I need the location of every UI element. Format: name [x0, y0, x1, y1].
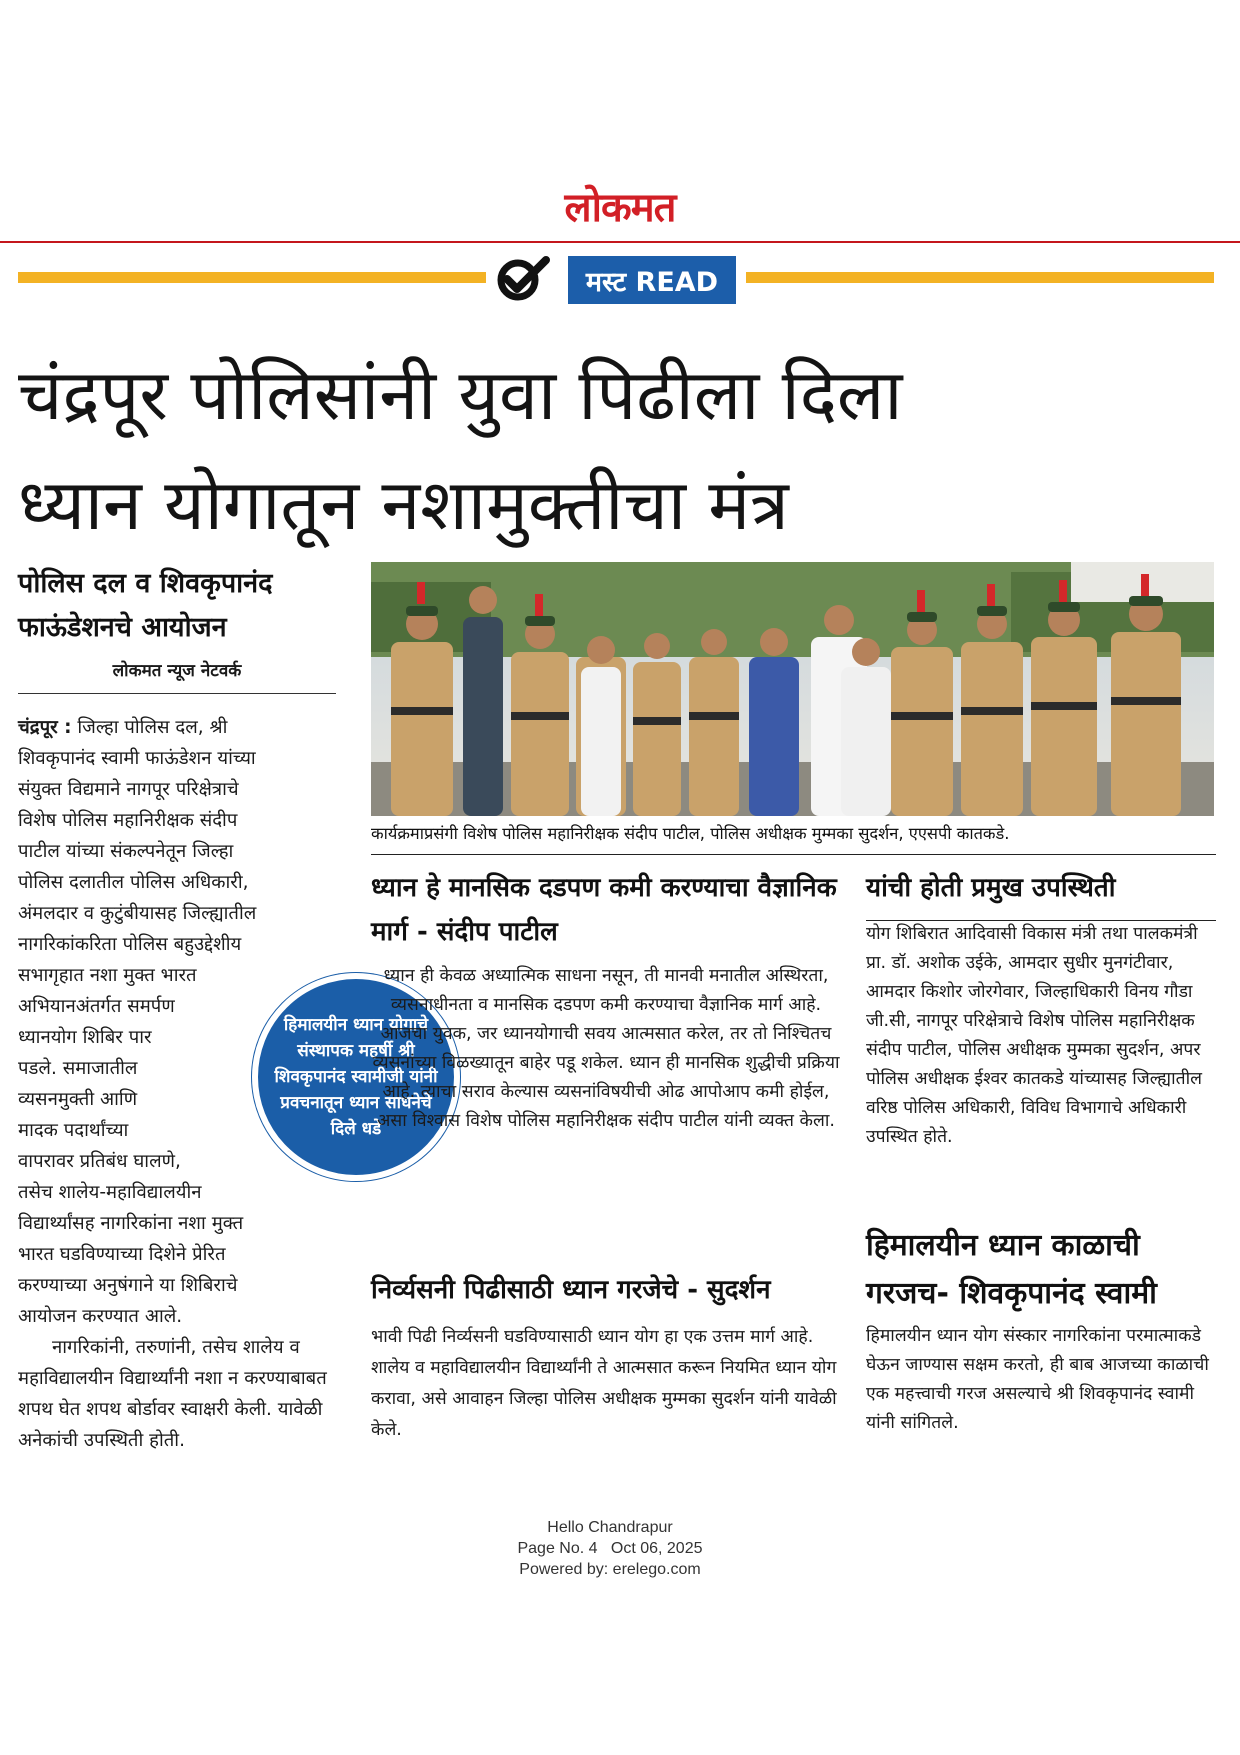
section-bar-right	[746, 272, 1214, 283]
footer-page-date: Page No. 4 Oct 06, 2025	[517, 1540, 703, 1557]
subhead-line-1: पोलिस दल व शिवकृपानंद	[18, 568, 273, 599]
lead-line: तसेच शालेय-महाविद्यालयीन	[18, 1182, 202, 1203]
footer-powered-by: Powered by: erelego.com	[519, 1561, 701, 1578]
masthead-divider	[0, 241, 1240, 243]
lead-line: सभागृहात नशा मुक्त भारत	[18, 965, 197, 986]
pullquote-text: हिमालयीन ध्यान योगाचे संस्थापक महर्षी श्री शिवकृपानंद स्वामीजी यांनी प्रवचनातून ध्यान साधनेचे दिले धडे	[274, 1015, 438, 1139]
lead-line: आयोजन करण्यात आले.	[18, 1306, 183, 1327]
right-heading-2-line-2: गरजच- शिवकृपानंद स्वामी	[866, 1276, 1157, 1311]
check-badge-icon	[494, 256, 552, 302]
headline-line-1: चंद्रपूर पोलिसांनी युवा पिढीला दिला	[18, 354, 903, 436]
right-paragraph-1: योग शिबिरात आदिवासी विकास मंत्री तथा पालकमंत्री प्रा. डॉ. अशोक उईके, आमदार सुधीर मुनगंटीवार, आमदार किशोर जोरगेवार, जिल्हाधिकारी विनय गौडा जी.सी, नागपूर परिक्षेत्राचे विशेष पोलिस महानिरीक्षक संदीप पाटील, पोलिस अधीक्षक मुम्मका सुदर्शन, अपर पोलिस अधीक्षक ईश्वर कातकडे यांच्यासह जिल्ह्यातील वरिष्ठ पोलिस अधिकारी, विविध विभागाचे अधिकारी उपस्थित होते.	[866, 924, 1202, 1147]
lead-line: जिल्हा पोलिस दल, श्री	[77, 717, 228, 738]
lead-line: विद्यार्थ्यांसह नागरिकांना नशा मुक्त	[18, 1213, 244, 1234]
lead-line: शिवकृपानंद स्वामी फाऊंडेशन यांच्या	[18, 748, 256, 769]
lead-line: अभियानअंतर्गत समर्पण	[18, 996, 175, 1017]
headline-line-2: ध्यान योगातून नशामुक्तीचा मंत्र	[18, 464, 789, 546]
footer-edition: Hello Chandrapur	[547, 1519, 673, 1536]
right-heading-2-line-1: हिमालयीन ध्यान काळाची	[866, 1228, 1140, 1263]
must-read-badge: मस्ट READ	[568, 256, 736, 304]
middle-heading-1: ध्यान हे मानसिक दडपण कमी करण्याचा वैज्ञानिक मार्ग - संदीप पाटील	[371, 873, 837, 947]
section-bar-left	[18, 272, 486, 283]
page-footer	[440, 1517, 780, 1580]
event-photo	[371, 562, 1214, 816]
dateline: चंद्रपूर :	[18, 717, 72, 738]
lead-line: करण्याच्या अनुषंगाने या शिबिराचे	[18, 1275, 238, 1296]
lead-line: मादक पदार्थांच्या	[18, 1120, 129, 1141]
lead-line: पडले. समाजातील	[18, 1058, 138, 1079]
middle-paragraph-2: भावी पिढी निर्व्यसनी घडविण्यासाठी ध्यान योग हा एक उत्तम मार्ग आहे. शालेय व महाविद्यालयीन विद्यार्थ्यांनी ते आत्मसात करून नियमित ध्यान योग करावा, असे आवाहन जिल्हा पोलिस अधीक्षक मुम्मका सुदर्शन यांनी यावेळी केले.	[371, 1327, 837, 1440]
right-heading-1: यांची होती प्रमुख उपस्थिती	[866, 866, 1216, 921]
lead-line: भारत घडविण्याच्या दिशेने प्रेरित	[18, 1244, 226, 1265]
subheadline	[18, 562, 336, 650]
lead-line: पाटील यांच्या संकल्पनेतून जिल्हा	[18, 841, 234, 862]
middle-paragraph-1: ध्यान ही केवळ अध्यात्मिक साधना नसून, ती मानवी मनातील अस्थिरता, व्यसनाधीनता व मानसिक दडपण कमी करण्याचा वैज्ञानिक मार्ग आहे. आजचा युवक, जर ध्यानयोगाची सवय आत्मसात करेल, तर तो निश्चितच व्यसनांच्या विळख्यातून बाहेर पडू शकेल. ध्यान ही मानसिक शुद्धीची प्रक्रिया आहे. त्याचा सराव केल्यास व्यसनांविषयीची ओढ आपोआप कमी होईल, असा विश्वास विशेष पोलिस महानिरीक्षक संदीप पाटील यांनी व्यक्त केला.	[372, 966, 840, 1131]
lead-line: वापरावर प्रतिबंध घालणे,	[18, 1151, 181, 1172]
lead-line: ध्यानयोग शिबिर पार	[18, 1027, 152, 1048]
lead-line: व्यसनमुक्ती आणि	[18, 1089, 138, 1110]
lead-line: अंमलदार व कुटुंबीयासह जिल्ह्यातील	[18, 903, 257, 924]
lead-line: संयुक्त विद्यमाने नागपूर परिक्षेत्राचे	[18, 779, 239, 800]
right-heading-2	[866, 1222, 1216, 1318]
masthead-logo: लोकमत	[564, 184, 676, 231]
article-paragraph: नागरिकांनी, तरुणांनी, तसेच शालेय व महाविद्यालयीन विद्यार्थ्यांनी नशा न करण्याबाबत शपथ घेत शपथ बोर्डावर स्वाक्षरी केली. यावेळी अनेकांची उपस्थिती होती.	[18, 1337, 327, 1451]
subhead-line-2: फाऊंडेशनचे आयोजन	[18, 612, 227, 643]
byline: लोकमत न्यूज नेटवर्क	[18, 658, 336, 694]
lead-line: विशेष पोलिस महानिरीक्षक संदीप	[18, 810, 238, 831]
right-paragraph-2: हिमालयीन ध्यान योग संस्कार नागरिकांना परमात्माकडे घेऊन जाण्यास सक्षम करतो, ही बाब आजच्या काळाची एक महत्त्वाची गरज असल्याचे श्री शिवकृपानंद स्वामी यांनी सांगितले.	[866, 1326, 1209, 1433]
middle-heading-2: निर्व्यसनी पिढीसाठी ध्यान गरजेचे - सुदर्शन	[371, 1275, 771, 1305]
photo-caption: कार्यक्रमाप्रसंगी विशेष पोलिस महानिरीक्षक संदीप पाटील, पोलिस अधीक्षक मुम्मका सुदर्शन, एएसपी कातकडे.	[371, 822, 1216, 855]
lead-line: नागरिकांकरिता पोलिस बहुउद्देशीय	[18, 934, 242, 955]
lead-line: पोलिस दलातील पोलिस अधिकारी,	[18, 872, 249, 893]
page-title	[18, 340, 1223, 560]
